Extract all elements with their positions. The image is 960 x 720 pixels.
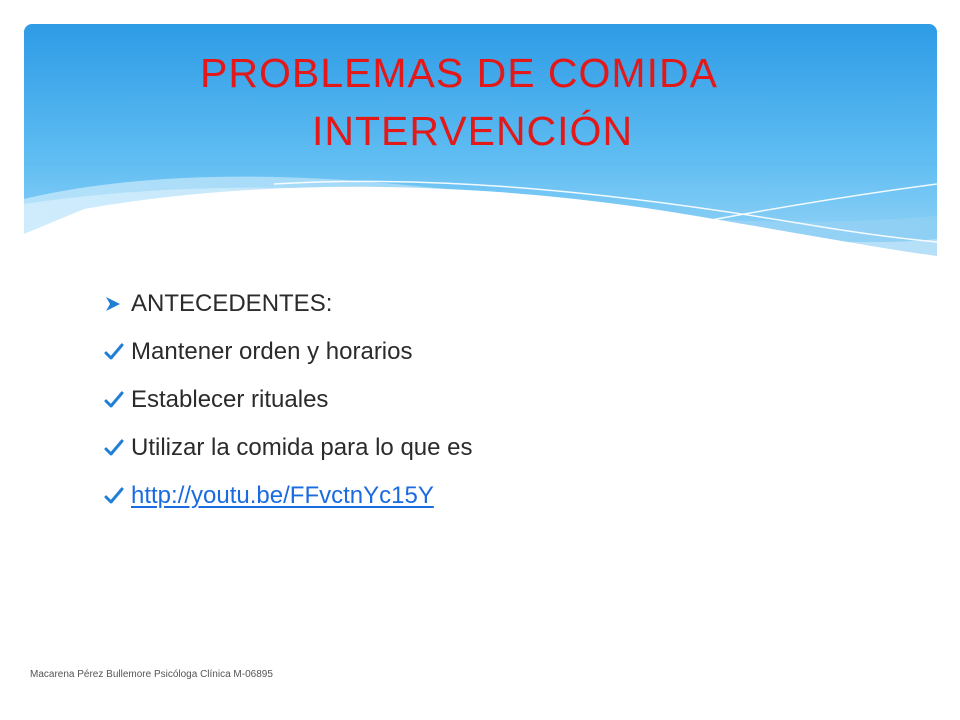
list-item-text: Establecer rituales [131, 386, 329, 413]
list-item-text: Utilizar la comida para lo que es [131, 434, 473, 461]
title-line-2: INTERVENCIÓN [312, 108, 634, 154]
list-item-link [103, 472, 883, 520]
list-item-text: ANTECEDENTES: [131, 290, 333, 317]
check-icon [103, 387, 129, 413]
check-icon [103, 483, 129, 509]
list-item-utilizar [103, 424, 883, 472]
footer-credit: Macarena Pérez Bullemore Psicóloga Clínica M-06895 [30, 669, 273, 680]
bullet-list [103, 280, 883, 520]
list-item-antecedentes [103, 280, 883, 328]
list-item-establecer [103, 376, 883, 424]
arrow-icon [103, 291, 129, 317]
title-line-1: PROBLEMAS DE COMIDA [200, 50, 718, 96]
list-item-mantener [103, 328, 883, 376]
check-icon [103, 435, 129, 461]
list-item-text: Mantener orden y horarios [131, 338, 413, 365]
youtube-link[interactable]: http://youtu.be/FFvctnYc15Y [131, 482, 434, 509]
slide-title [200, 44, 900, 160]
check-icon [103, 339, 129, 365]
